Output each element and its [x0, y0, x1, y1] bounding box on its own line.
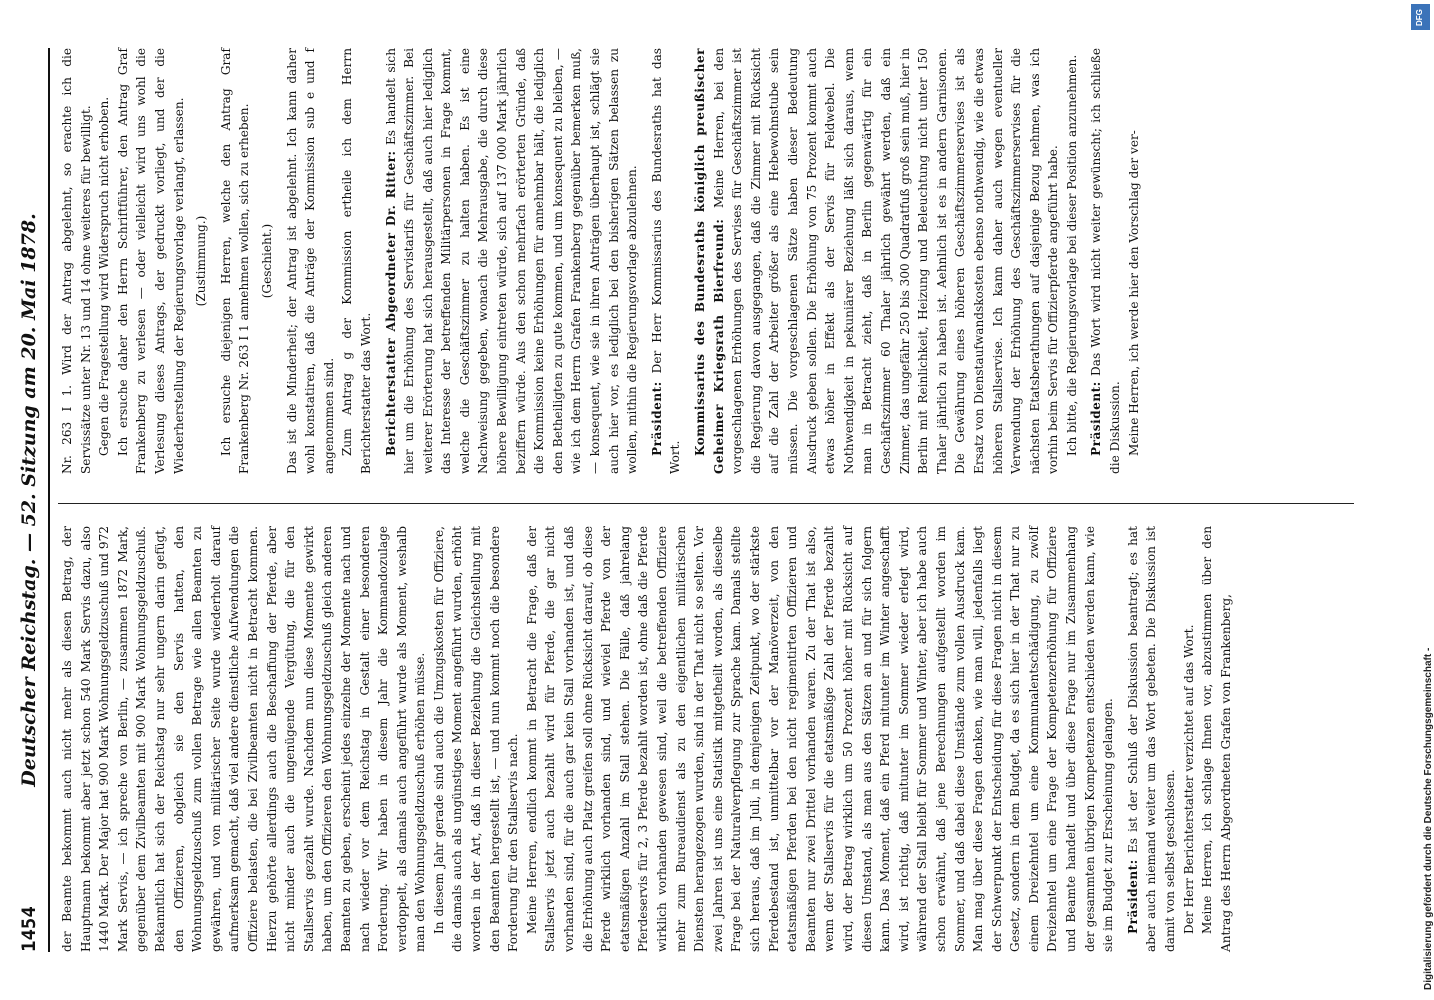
speaker-name: Kommissarius des Bundesraths königlich preußischer Geheimer Kriegsrath Bierfreund: — [693, 48, 726, 474]
president-statement: Präsident: Der Herr Kommissarius des Bundesraths hat das Wort. — [649, 48, 683, 474]
speaker-name: Präsident: — [1125, 859, 1140, 934]
paragraph: Gegen die Fragestellung wird Widerspruch nicht erhoben. — [97, 96, 112, 456]
digitization-sidebar — [1401, 0, 1432, 1000]
interjection: (Geschieht.) — [259, 223, 274, 299]
right-column — [58, 48, 1358, 474]
page-number: 1454 — [18, 906, 40, 952]
speaker-name: Berichterstatter Abgeordneter Dr. Ritter: — [383, 150, 398, 456]
interjection: (Zustimmung.) — [194, 215, 209, 307]
paragraph: Meine Herren, ich schlage Ihnen vor, abzustimmen über den Antrag des Herrn Abgeordneten Grafen von Frankenberg, — [1200, 526, 1233, 952]
paragraph: Ich ersuche diejenigen Herren, welche den Antrag Graf Frankenberg Nr. 263 I 1 annehmen wollen, sich zu erheben. — [218, 48, 252, 474]
speaker-name: Präsident: — [1089, 381, 1104, 456]
page-header — [14, 48, 50, 952]
rapporteur-statement: Berichterstatter Abgeordneter Dr. Ritter: Es handelt sich hier um die Erhöhung des Servistarifs für Geschäftszimmer. Bei weiterer Erörterung hat sich herausgestellt, daß auch hier lediglich das Interesse der betreffenden Militärpersonen in Frage kommt, welche die Geschäftszimmer zu halten haben. Es ist eine Nachweisung gegeben, wonach die Mehrausgabe, die durch diese höhere Bewilligung eintreten würde, sich auf 137 000 Mark jährlich beziffern würde. Aus den schon mehrfach erörterten Gründe, daß die Kommission keine Erhöhungen für annehmbar hält, die lediglich den Betheiligten zu gute kommen, und um konsequent zu bleiben, — wie ich dem Herrn Grafen Frankenberg gegenüber bemerken muß, — konsequent, wie sie in ihren Anträgen überhaupt ist, schlägt sie auch hier vor, es lediglich bei den bisherigen Sätzen belassen zu wollen, mithin die Regierungsvorlage abzulehnen. — [383, 48, 640, 474]
paragraph: der Beamte bekommt auch nicht mehr als diesen Betrag, der Hauptmann bekommt aber jetzt schon 540 Mark Servis dazu, also 1440 Mark. Der Major hat 900 Mark Wohnungsgeldzuschuß und 972 Mark Servis, — ich spreche von Berlin, — zusammen 1872 Mark, gegenüber dem Zivilbeamten mit 900 Mark Wohnungsgeldzuschuß. Bekanntlich hat sich der Reichstag nur sehr ungern darin gefügt, den Offizieren, obgleich sie den Servis hatten, den Wohnungsgeldzuschuß zum vollen Betrage wie allen Beamten zu gewähren, und von militärischer Seite wurde wiederholt darauf aufmerksam gemacht, daß viel andere dienstliche Aufwendungen die Offiziere belasten, die bei Zivilbeamten nicht in Betracht kommen. Hierzu gehörte allerdings auch die Beschaffung der Pferde, aber nicht minder auch die ungenügende Vergütung, die für den Stallservis gezahlt wurde. Nachdem nun diese Momente gewirkt haben, um den Offizieren den Wohnungsgeldzuschuß gleich anderen Beamten zu geben, erscheint jedes einzelne der Momente nach und nach wieder vor dem Reichstag in Gestalt einer besonderen Forderung. Wir haben in diesem Jahr die Kommandozulage verdoppelt, als damals auch angeführt wurde als Moment, weshalb man den Wohnungsgeldzuschuß erhöhen müsse. — [60, 526, 428, 952]
dfg-logo-text: DFG — [1415, 9, 1424, 26]
president-statement: Präsident: Es ist der Schluß der Diskussion beantragt; es hat aber auch niemand weiter um das Wort gebeten. Die Diskussion ist damit von selbst geschlossen. — [1125, 526, 1178, 952]
paragraph: Meine Herren, endlich kommt in Betracht die Frage, daß der Stallservis jetzt auch bezahlt wird für Pferde, die gar nicht vorhanden sind, für die auch gar kein Stall vorhanden ist, und daß die Erhöhung auch Platz greifen soll ohne Rücksicht darauf, ob diese Pferde wirklich vorhanden sind, und wieviel Pferde von der etatsmäßigen Anzahl im Stall stehen. Die Fälle, daß jahrelang Pferdeservis für 2, 3 Pferde bezahlt worden ist, ohne daß die Pferde wirklich vorhanden gewesen sind, weil die betreffenden Offiziere mehr zum Bureaudienst als zu den eigentlichen militärischen Diensten herangezogen wurden, sind in der That nicht so selten. Vor zwei Jahren ist uns eine Statistik mitgetheilt worden, als dieselbe Frage bei der Naturalverpflegung zur Sprache kam. Damals stellte sich heraus, daß im Juli, in demjenigen Zeitpunkt, wo der stärkste Pferdebestand ist, unmittelbar vor der Manöverzeit, von den etatsmäßigen Pferden bei den nicht regimentirten Offizieren und Beamten nur zwei Drittel vorhanden waren. Zu der That ist also, wenn der Stallservis für die etatsmäßige Zahl der Pferde bezahlt wird, der Betrag wirklich um 50 Prozent höher mit Rücksicht auf diesen Umstand, als man aus den Sätzen an und für sich folgern kann. Das Moment, daß ein Pferd mitunter im Winter angeschafft wird, ist richtig, daß mitunter im Sommer wieder erlegt wird, während der Stall bleibt für Sommer und Winter, aber ich habe auch schon erwähnt, daß jene Berechnungen aufgestellt worden im Sommer, und daß dabei diese Umstände zum vollen Ausdruck kam. Man mag über diese Fragen denken, wie man will, jedenfalls liegt der Schwerpunkt der Entscheidung für diese Fragen nicht in diesem Gesetz, sondern in dem Budget, da es sich hier in der That nur zu einem Dreizehntel um eine Kommunalentschädigung, zu zwölf Dreizehntel um eine Frage der Kompetenzerhöhung für Offiziere und Beamte handelt und über diese Frage nur im Zusammenhang der gesammten übrigen Kompetenzen entschieden werden kann, wie sie im Budget zur Erscheinung gelangen. — [524, 526, 1116, 952]
paragraph: Nr. 263 I 1. Wird der Antrag abgelehnt, so erachte ich die Servissätze unter Nr. 13 und 14 ohne weiteres für bewilligt. — [60, 48, 93, 474]
paragraph: Ich bitte, die Regierungsvorlage bei dieser Position anzunehmen. — [1064, 54, 1079, 456]
commissioner-statement: Kommissarius des Bundesraths königlich preußischer Geheimer Kriegsrath Bierfreund: Meine Herren, bei den vorgeschlagenen Erhöhungen des Servises für Geschäftszimmer ist die Regierung davon ausgegangen, daß die Zimmer mit Rücksicht auf die Zahl der Arbeiter größer als eine Hebewohnstube sein müssen. Die vorgeschlagenen Sätze haben dieser Bedeutung Ausdruck geben sollen. Die Erhöhung von 75 Prozent kommt auch etwas höher in Effekt als der Servis für Feldwebel. Die Nothwendigkeit in pekuniärer Beziehung läßt sich daraus, wenn man in Betracht zieht, daß in Berlin gegenwärtig für ein Geschäftszimmer 60 Thaler jährlich gewährt werden, daß ein Zimmer, das ungefähr 250 bis 300 Quadratfuß groß sein muß, hier in Berlin mit Reinlichkeit, Heizung und Beleuchtung nicht unter 150 Thaler jährlich zu haben ist. Aehnlich ist es in andern Garnisonen. Die Gewährung eines höheren Geschäftszimmerservises ist als Ersatz von Dienstaufwandskosten ebenso nothwendig, wie die etwas höheren Stallservise. Ich kann daher auch wegen eventueller Verwendung der Erhöhung des Geschäftszimmerservises für die nächsten Etatsberathungen auf dasjenige Bezug nehmen, was ich vorhin beim Servis für Offizierpferde angeführt habe. — [693, 47, 1061, 474]
column-divider — [58, 503, 1354, 504]
digitization-credit: Digitalisierung gefördert durch die Deutsche Forschungsgemeinschaft - — [1423, 647, 1434, 990]
president-statement: Präsident: Das Wort wird nicht weiter gewünscht; ich schließe die Diskussion. — [1089, 48, 1123, 474]
left-column — [58, 526, 1358, 952]
paragraph: Zum Antrag g der Kommission ertheile ich dem Herrn Berichterstatter das Wort. — [340, 48, 373, 474]
speaker-name: Präsident: — [649, 381, 664, 456]
page-title: Deutscher Reichstag. — 52. Sitzung am 20. Mai 1878. — [18, 213, 40, 787]
paragraph: Das ist die Minderheit; der Antrag ist abgelehnt. Ich kann daher wohl konstatiren, daß die Anträge der Kommission sub e und f angenommen sind. — [284, 48, 336, 474]
paragraph: Ich ersuche daher den Herrn Schriftführer, den Antrag Graf Frankenberg zu verlesen — oder vielleicht wird uns wohl die Verlesung dieses Antrags, der gedruckt vorliegt, und der die Wiederherstellung der Regierungsvorlage verlangt, erlassen. — [115, 48, 186, 474]
paragraph: Meine Herren, ich werde hier den Vorschlag der ver- — [1126, 130, 1141, 456]
dfg-logo — [1411, 4, 1430, 30]
paragraph: Der Herr Berichterstatter verzichtet auf das Wort. — [1181, 624, 1196, 934]
paragraph: In diesem Jahr gerade sind auch die Umzugskosten für Offiziere, die damals auch als ungünstiges Moment angeführt wurden, erhöht worden in der Art, daß in dieser Beziehung die Gleichstellung mit den Beamten hergestellt ist, — und nun kommt noch die besondere Forderung für den Stallservis nach. — [431, 526, 521, 952]
